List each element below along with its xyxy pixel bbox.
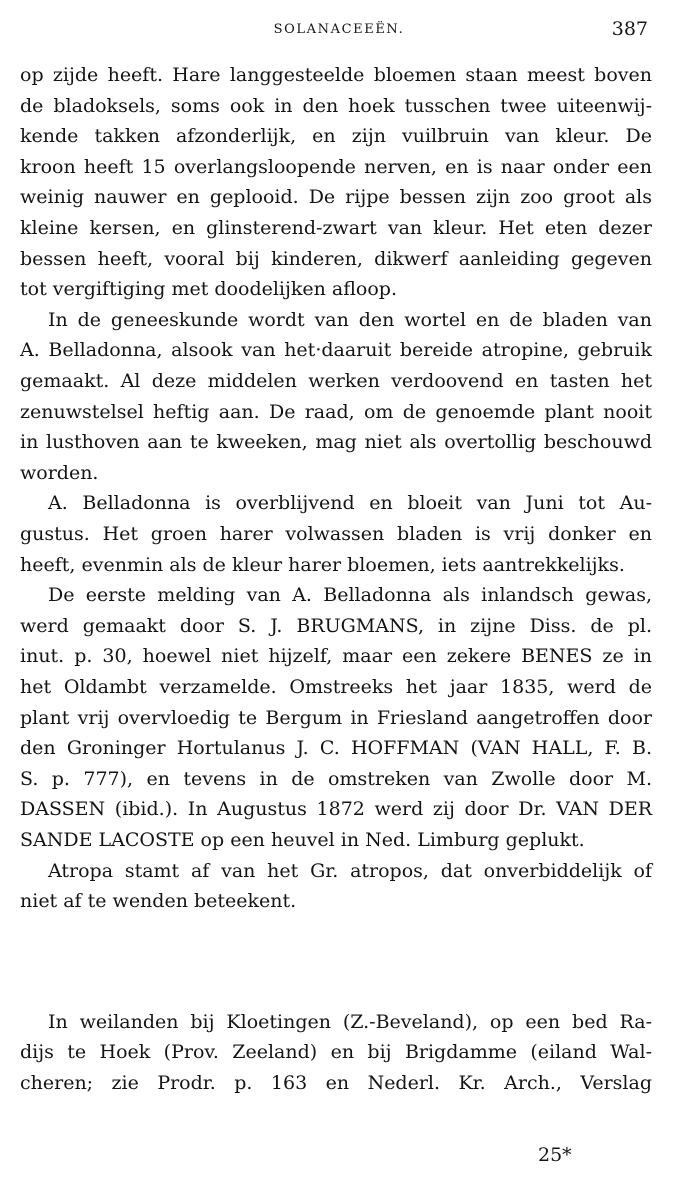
text-line: tot vergiftiging met doodelijken afloop. [20, 278, 398, 301]
text-line: niet af te wenden beteekent. [20, 890, 297, 913]
text-line: De eerste melding van A. Belladonna als inlandsch gewas, [48, 584, 652, 607]
text-line: worden. [20, 461, 99, 484]
text-line: kende takken afzonderlijk, en zijn vuilbruin van kleur. De [20, 125, 652, 148]
text-line: A. Belladonna is overblijvend en bloeit van Juni tot Au- [48, 492, 652, 515]
text-line: den Groninger Hortulanus J. C. HOFFMAN (VAN HALL, F. B. [20, 737, 652, 760]
running-head [0, 18, 678, 46]
text-line: Atropa stamt af van het Gr. atropos, dat onverbiddelijk of [48, 859, 652, 882]
page-number: 387 [611, 18, 648, 40]
text-line: werd gemaakt door S. J. BRUGMANS, in zijne Diss. de pl. [20, 614, 652, 637]
text-line: weinig nauwer en geplooid. De rijpe bessen zijn zoo groot als [20, 186, 652, 209]
text-line: heeft, evenmin als de kleur harer bloemen, iets aantrekkelijks. [20, 553, 625, 576]
text-line: gustus. Het groen harer volwassen bladen is vrij donker en [20, 523, 652, 545]
text-line: bessen heeft, vooral bij kinderen, dikwerf aanleiding gegeven [20, 247, 652, 270]
text-line: DASSEN (ibid.). In Augustus 1872 werd zij door Dr. VAN DER [20, 798, 652, 821]
text-line: zenuwstelsel heftig aan. De raad, om de genoemde plant nooit [20, 400, 652, 423]
text-line: plant vrij overvloedig te Bergum in Friesland aangetroffen door [20, 706, 652, 729]
text-line: kroon heeft 15 overlangsloopende nerven, en is naar onder een [20, 155, 652, 178]
text-line: A. Belladonna, alsook van het·daaruit bereide atropine, gebruik [20, 339, 652, 362]
text-line: cheren; zie Prodr. p. 163 en Nederl. Kr. Arch., Verslag [20, 1072, 652, 1094]
text-line: inut. p. 30, hoewel niet hijzelf, maar een zekere BENES ze in [20, 645, 652, 668]
text-line: In de geneeskunde wordt van den wortel en de bladen van [48, 308, 652, 331]
text-line: S. p. 777), en tevens in de omstreken van Zwolle door M. [20, 767, 652, 790]
text-line: dijs te Hoek (Prov. Zeeland) en bij Brigdamme (eiland Wal- [20, 1041, 652, 1064]
signature-mark: 25* [538, 1144, 572, 1166]
text-line: In weilanden bij Kloetingen (Z.-Beveland), op een bed Ra- [48, 1010, 652, 1033]
text-line: SANDE LACOSTE op een heuvel in Ned. Limburg geplukt. [20, 829, 585, 851]
text-line: kleine kersen, en glinsterend-zwart van kleur. Het eten dezer [20, 217, 652, 239]
text-line: op zijde heeft. Hare langgesteelde bloemen staan meest boven [20, 64, 652, 86]
running-title: SOLANACEEËN. [273, 22, 405, 37]
text-line: het Oldambt verzamelde. Omstreeks het jaar 1835, werd de [20, 676, 652, 698]
text-line: de bladoksels, soms ook in den hoek tusschen twee uiteenwij- [20, 94, 652, 117]
text-line: gemaakt. Al deze middelen werken verdoovend en tasten het [20, 370, 652, 392]
text-line: in lusthoven aan te kweeken, mag niet als overtollig beschouwd [20, 431, 652, 454]
